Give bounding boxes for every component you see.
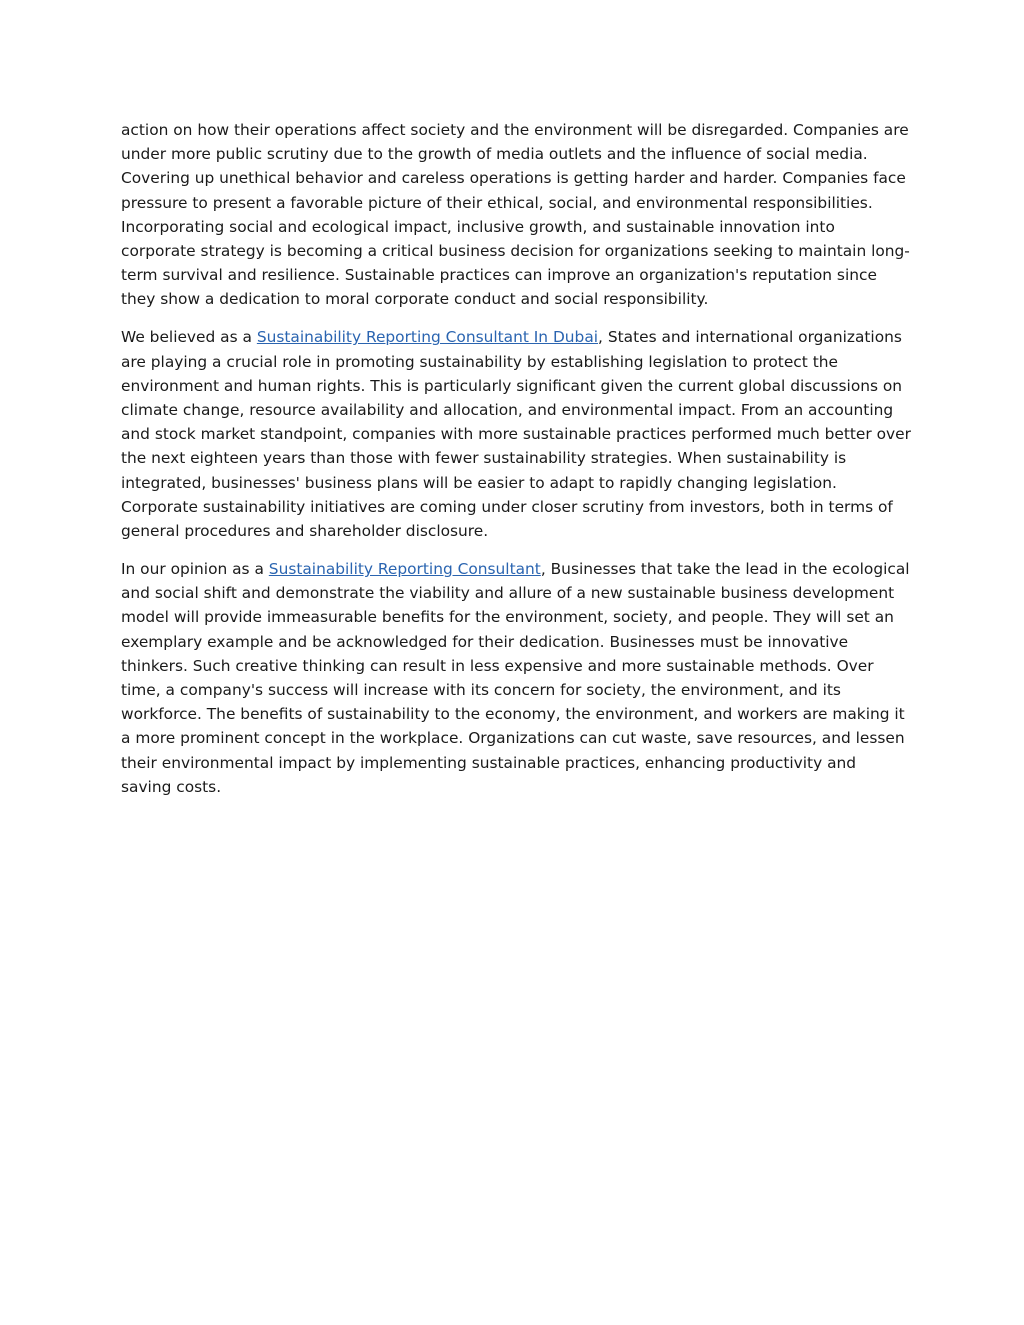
paragraph-2: [121, 325, 911, 543]
paragraph-1: [121, 118, 911, 312]
paragraph-3-body: , Businesses that take the lead in the ecological and social shift and demonstrate the viability and allure of a new sustainable business development model will provide immeasurable benefits for the environment, society, and people. They will set an exemplary example and be acknowledged for their dedication. Businesses must be innovative thinkers. Such creative thinking can result in less expensive and more sustainable methods. Over time, a company's success will increase with its concern for society, the environment, and its workforce. The benefits of sustainability to the economy, the environment, and workers are making it a more prominent concept in the workplace. Organizations can cut waste, save resources, and lessen their environmental impact by implementing sustainable practices, enhancing productivity and saving costs.: [121, 560, 910, 796]
document-page: [121, 118, 911, 813]
paragraph-3: [121, 557, 911, 799]
sustainability-reporting-consultant-dubai-link[interactable]: Sustainability Reporting Consultant In Dubai: [256, 328, 599, 347]
sustainability-reporting-consultant-link[interactable]: Sustainability Reporting Consultant: [268, 560, 541, 579]
paragraph-3-intro: In our opinion as a: [121, 560, 269, 579]
paragraph-1-text: action on how their operations affect society and the environment will be disregarded. Companies are under more public scrutiny due to the growth of media outlets and the influence of social media. Covering up unethical behavior and careless operations is getting harder and harder. Companies face pressure to present a favorable picture of their ethical, social, and environmental responsibilities. Incorporating social and ecological impact, inclusive growth, and sustainable innovation into corporate strategy is becoming a critical business decision for organizations seeking to maintain long-term survival and resilience. Sustainable practices can improve an organization's reputation since they show a dedication to moral corporate conduct and social responsibility.: [121, 121, 910, 309]
paragraph-2-intro: We believed as a: [121, 328, 257, 347]
paragraph-2-body: , States and international organizations are playing a crucial role in promoting sustainability by establishing legislation to protect the environment and human rights. This is particularly significant given the current global discussions on climate change, resource availability and allocation, and environmental impact. From an accounting and stock market standpoint, companies with more sustainable practices performed much better over the next eighteen years than those with fewer sustainability strategies. When sustainability is integrated, businesses' business plans will be easier to adapt to rapidly changing legislation. Corporate sustainability initiatives are coming under closer scrutiny from investors, both in terms of general procedures and shareholder disclosure.: [121, 328, 911, 541]
